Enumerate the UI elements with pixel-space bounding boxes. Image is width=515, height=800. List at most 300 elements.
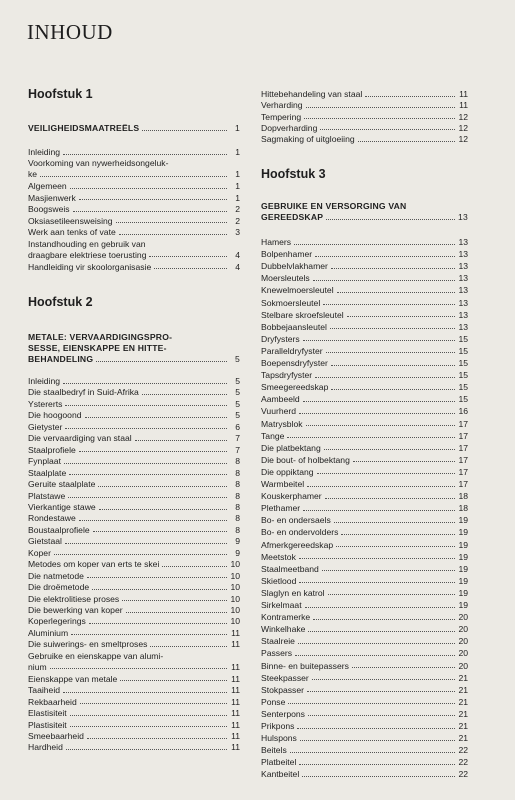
toc-entry: [261, 250, 468, 259]
dot-leader: [150, 645, 227, 647]
page-number: 4: [235, 249, 240, 260]
dot-leader: [116, 221, 227, 223]
toc-entry: [28, 629, 240, 638]
toc-entry: [28, 698, 240, 707]
page-number: 17: [458, 454, 468, 465]
section-heading-text: VEILIGHEIDSMAATREËLS: [28, 123, 140, 133]
page-number: 22: [458, 757, 468, 768]
toc-entry: [28, 640, 240, 649]
page-number: 17: [458, 430, 468, 441]
page-number: 1: [235, 123, 240, 133]
toc-entry-text: Stokpasser: [261, 684, 304, 695]
toc-entry-text: Inleiding: [28, 147, 61, 157]
toc-entry-text: Hardheid: [28, 742, 63, 753]
dot-leader: [142, 129, 227, 131]
page-number: 5: [235, 410, 240, 421]
toc-entry: [261, 135, 468, 144]
toc-entry: [28, 675, 240, 684]
toc-entry: [261, 649, 468, 658]
dot-leader: [149, 255, 227, 257]
page-number: 19: [458, 551, 468, 562]
page-number: 6: [235, 421, 240, 432]
dot-leader: [87, 576, 227, 578]
page-number: 21: [458, 696, 468, 707]
page-number: 20: [458, 612, 468, 623]
toc-entry: [261, 311, 468, 320]
dot-leader: [71, 633, 227, 635]
toc-entry-text: Moersleutels: [261, 273, 310, 284]
page-number: 15: [458, 333, 468, 344]
toc-entry: [261, 299, 468, 308]
toc-entry: [28, 263, 240, 272]
toc-entry-text: Senterpons: [261, 708, 305, 719]
toc-entry-text: Sagmaking of uitgloeiing: [261, 134, 355, 145]
dot-leader: [79, 450, 227, 452]
toc-entry-text: Koper: [28, 547, 51, 558]
dot-leader: [63, 153, 227, 155]
toc-entry: [261, 444, 468, 453]
toc-entry-text: Skietlood: [261, 575, 297, 586]
toc-entry: [28, 480, 240, 489]
dot-leader: [322, 569, 455, 571]
toc-entry-text: Die oppiktang: [261, 466, 314, 477]
toc-entry-text: Bo- en ondervolders: [261, 527, 339, 538]
dot-leader: [330, 327, 455, 329]
toc-entry: [261, 335, 468, 344]
dot-leader: [154, 267, 227, 269]
page-number: 21: [458, 721, 468, 731]
page-number: 18: [458, 491, 468, 502]
page-number: 8: [235, 501, 240, 512]
page-number: 15: [458, 370, 468, 381]
toc-entry-text: Dubbelvlakhamer: [261, 261, 328, 272]
toc-entry-text: Die elektrolitiese proses: [28, 593, 120, 604]
dot-leader: [365, 95, 455, 97]
toc-entry: [28, 526, 240, 535]
page-number: 21: [458, 733, 468, 744]
page-number: 17: [458, 479, 468, 489]
dot-leader: [306, 424, 455, 426]
toc-entry-text: Aluminium: [28, 627, 69, 638]
toc-entry-text: Die suiwerings- en smeltproses: [28, 639, 148, 650]
toc-entry: [28, 617, 240, 626]
toc-entry-text: Hulspons: [261, 733, 297, 744]
toc-entry-text: Handleiding vir skoolorganisasie: [28, 261, 152, 272]
toc-entry: [261, 553, 468, 562]
toc-entry-text: Gietyster: [28, 421, 63, 432]
dot-leader: [162, 565, 227, 567]
toc-entry: [28, 217, 240, 226]
toc-entry: [261, 359, 468, 368]
toc-entry-text: Die droëmetode: [28, 582, 90, 593]
toc-entry: [261, 613, 468, 622]
toc-entry: [261, 528, 468, 537]
toc-entry: [28, 446, 240, 455]
toc-entry: [261, 286, 468, 295]
toc-entry: [28, 721, 240, 730]
dot-leader: [65, 542, 227, 544]
dot-leader: [120, 679, 227, 681]
dot-leader: [307, 485, 455, 487]
page-number: 19: [458, 563, 468, 574]
toc-entry: [261, 395, 468, 404]
toc-entry-text: Die bout- of holbektang: [261, 454, 350, 465]
toc-entry: [261, 770, 468, 779]
dot-leader: [287, 436, 455, 438]
toc-entry-text: Masjienwerk: [28, 192, 76, 203]
toc-entry-text: Paralleldryfyster: [261, 345, 323, 356]
dot-leader: [307, 690, 455, 692]
toc-entry: [261, 468, 468, 477]
toc-entry: [261, 577, 468, 586]
toc-entry-text: Elastisiteit: [28, 708, 67, 719]
toc-entry: [261, 734, 468, 743]
toc-entry: [28, 652, 240, 672]
dot-leader: [325, 497, 455, 499]
dot-leader: [317, 472, 455, 474]
toc-entry-text: Eienskappe van metale: [28, 673, 118, 684]
toc-entry: [261, 347, 468, 356]
section-heading-line: GEBRUIKE EN VERSORGING VAN: [261, 202, 407, 211]
toc-entry-text: Knewelmoersleutel: [261, 285, 334, 296]
toc-entry: [28, 377, 240, 386]
toc-entry-text: Staalreie: [261, 636, 295, 647]
toc-entry-line: [28, 170, 240, 179]
section-heading-last-line: [261, 213, 468, 222]
toc-entry: [261, 432, 468, 441]
page-number: 11: [231, 708, 240, 719]
toc-entry-text: Platbeitel: [261, 757, 297, 768]
dot-leader: [87, 737, 227, 739]
toc-entry-text: Voorkoming van nywerheidsongeluk-: [28, 158, 169, 169]
dot-leader: [80, 702, 227, 704]
dot-leader: [119, 233, 227, 235]
toc-entry: [261, 420, 468, 429]
dot-leader: [40, 175, 227, 177]
page-number: 15: [458, 358, 468, 368]
toc-entry-text: Kouskerphamer: [261, 491, 322, 502]
toc-entry-text: Gebruike en eienskappe van alumi-: [28, 650, 164, 661]
toc-entry-text: Smeegereedskap: [261, 382, 329, 393]
page-number: 10: [230, 559, 240, 570]
dot-leader: [299, 412, 455, 414]
dot-leader: [303, 509, 455, 511]
toc-entry: [261, 601, 468, 610]
toc-entry-text: Tapsdryfyster: [261, 370, 313, 381]
toc-entry-text: Steekpasser: [261, 672, 309, 683]
dot-leader: [89, 622, 227, 624]
toc-entry: [28, 159, 240, 179]
toc-entry-text: Prikpons: [261, 721, 295, 731]
toc-entry-text: Dryfysters: [261, 333, 300, 344]
page-number: 20: [458, 636, 468, 647]
toc-entry: [261, 686, 468, 695]
page-number: 2: [235, 204, 240, 215]
toc-entry: [261, 101, 468, 110]
toc-entry-text: Ystererts: [28, 398, 63, 409]
toc-entry-text: Hamers: [261, 237, 292, 247]
toc-entry-text: Matrysblok: [261, 418, 303, 429]
toc-entry-text: Tange: [261, 430, 285, 441]
toc-entry: [28, 423, 240, 432]
page-number: 13: [458, 297, 468, 308]
section-heading-text: BEHANDELING: [28, 354, 94, 364]
page-number: 5: [235, 354, 240, 364]
toc-entry-text: Slaglyn en katrol: [261, 587, 325, 598]
toc-entry-text: Rekbaarheid: [28, 696, 77, 707]
toc-entry: [261, 113, 468, 122]
section-heading: [28, 124, 240, 133]
dot-leader: [99, 508, 227, 510]
page-number: 7: [235, 444, 240, 455]
toc-entry: [261, 722, 468, 731]
toc-entry: [261, 383, 468, 392]
page-number: 8: [235, 479, 240, 490]
dot-leader: [313, 279, 455, 281]
toc-entry: [261, 262, 468, 271]
page-number: 20: [458, 624, 468, 635]
dot-leader: [308, 630, 455, 632]
dot-leader: [303, 400, 455, 402]
page-number: 8: [235, 513, 240, 524]
page-number: 1: [235, 169, 240, 180]
dot-leader: [334, 521, 455, 523]
page-number: 20: [458, 660, 468, 671]
dot-leader: [295, 654, 455, 656]
toc-entry-text: Staalplate: [28, 467, 67, 478]
toc-entry-line: [28, 663, 240, 672]
toc-entry: [261, 698, 468, 707]
page-number: 17: [458, 466, 468, 477]
toc-entry-text: Passers: [261, 648, 293, 659]
toc-entry-text: ke: [28, 169, 38, 180]
toc-entry-text: Inleiding: [28, 376, 61, 386]
page-number: 10: [230, 582, 240, 593]
page-number: 5: [235, 398, 240, 409]
chapter-heading: Hoofstuk 2: [28, 295, 93, 309]
page-number: 17: [458, 418, 468, 429]
page-number: 11: [231, 742, 240, 753]
toc-entry: [28, 434, 240, 443]
page-number: 7: [235, 433, 240, 444]
dot-leader: [63, 382, 227, 384]
toc-entry: [28, 148, 240, 157]
toc-entry-text: Aambeeld: [261, 394, 300, 405]
toc-entry-text: Hittebehandeling van staal: [261, 89, 363, 99]
page-number: 13: [458, 212, 468, 222]
dot-leader: [93, 530, 227, 532]
toc-entry-text: Staalprofiele: [28, 444, 76, 455]
page-number: 12: [458, 111, 468, 122]
toc-entry-text: Taaiheid: [28, 685, 61, 696]
dot-leader: [315, 376, 455, 378]
page-number: 19: [458, 515, 468, 526]
dot-leader: [341, 533, 455, 535]
toc-entry: [261, 516, 468, 525]
page-number: 10: [230, 616, 240, 627]
dot-leader: [290, 751, 455, 753]
toc-entry-text: Boogsweis: [28, 204, 70, 215]
page-number: 1: [235, 181, 240, 192]
page-number: 18: [458, 503, 468, 514]
dot-leader: [299, 763, 455, 765]
toc-entry-text: Vuurherd: [261, 406, 297, 417]
dot-leader: [328, 593, 455, 595]
toc-entry-text: Plastisiteit: [28, 719, 67, 730]
dot-leader: [300, 739, 455, 741]
toc-entry-text: Bo- en ondersaels: [261, 515, 331, 526]
dot-leader: [326, 351, 455, 353]
toc-entry: [28, 240, 240, 260]
page-number: 13: [458, 261, 468, 272]
toc-entry: [261, 371, 468, 380]
toc-entry-text: Plethamer: [261, 503, 301, 514]
dot-leader: [96, 360, 227, 362]
toc-entry: [28, 194, 240, 203]
page-number: 9: [235, 536, 240, 547]
dot-leader: [299, 557, 455, 559]
toc-entry: [28, 583, 240, 592]
toc-entry-text: Die vervaardiging van staal: [28, 433, 132, 444]
dot-leader: [79, 519, 227, 521]
page-number: 16: [458, 406, 468, 417]
toc-entry-text: Stelbare skroefsleutel: [261, 309, 344, 320]
toc-entry-text: Die staalbedryf in Suid-Afrika: [28, 387, 139, 398]
dot-leader: [297, 727, 455, 729]
toc-entry: [261, 456, 468, 465]
toc-entry: [28, 514, 240, 523]
section-heading: [28, 333, 240, 364]
dot-leader: [288, 702, 455, 704]
dot-leader: [315, 255, 455, 257]
page-number: 15: [458, 382, 468, 393]
toc-entry-text: Binne- en buitepassers: [261, 660, 349, 671]
dot-leader: [331, 267, 455, 269]
toc-entry: [28, 686, 240, 695]
toc-entry-text: Kontramerke: [261, 612, 311, 623]
toc-entry: [261, 238, 468, 247]
toc-entry-text: Die hoogoond: [28, 410, 82, 421]
page-number: 12: [458, 134, 468, 145]
toc-entry: [28, 572, 240, 581]
dot-leader: [73, 210, 227, 212]
page-number: 1: [235, 192, 240, 203]
dot-leader: [70, 725, 227, 727]
dot-leader: [337, 291, 455, 293]
toc-entry: [28, 205, 240, 214]
toc-entry-text: Die natmetode: [28, 570, 84, 581]
toc-entry: [261, 637, 468, 646]
toc-entry-text: Fynplaat: [28, 456, 61, 467]
page-number: 2: [235, 215, 240, 226]
dot-leader: [298, 642, 455, 644]
toc-entry-text: Die bewerking van koper: [28, 605, 123, 615]
toc-entry-text: Afmerkgereedskap: [261, 539, 334, 550]
page-number: 11: [231, 639, 240, 650]
dot-leader: [347, 315, 455, 317]
toc-entry-text: Werk aan tenks of vate: [28, 227, 116, 238]
dot-leader: [312, 678, 455, 680]
chapter-heading: Hoofstuk 1: [28, 87, 93, 101]
toc-entry-text: Sokmoersleutel: [261, 297, 321, 308]
section-heading-last-line: [28, 124, 240, 133]
dot-leader: [135, 439, 227, 441]
toc-entry: [28, 732, 240, 741]
page-number: 9: [235, 547, 240, 558]
toc-entry: [261, 274, 468, 283]
dot-leader: [313, 618, 455, 620]
page-number: 21: [458, 708, 468, 719]
dot-leader: [323, 303, 455, 305]
toc-entry-text: Meetstok: [261, 551, 296, 562]
page-number: 1: [235, 147, 240, 157]
page-number: 22: [458, 769, 468, 780]
toc-entry: [261, 541, 468, 550]
page-number: 19: [458, 539, 468, 550]
toc-entry-text: Beitels: [261, 745, 287, 756]
dot-leader: [305, 606, 455, 608]
toc-entry: [261, 625, 468, 634]
page-number: 13: [458, 309, 468, 320]
page-number: 11: [231, 730, 240, 741]
page-number: 10: [230, 593, 240, 604]
dot-leader: [352, 666, 455, 668]
toc-entry-text: Oksiasetileensweising: [28, 215, 113, 226]
page-number: 19: [458, 587, 468, 598]
page-number: 11: [231, 627, 240, 638]
page-number: 15: [458, 394, 468, 405]
toc-entry: [261, 480, 468, 489]
toc-entry-text: Instandhouding en gebruik van: [28, 238, 146, 249]
dot-leader: [326, 218, 455, 220]
dot-leader: [79, 198, 227, 200]
page-number: 13: [458, 285, 468, 296]
toc-entry: [261, 492, 468, 501]
toc-entry-text: Verharding: [261, 100, 303, 111]
page-number: 13: [458, 321, 468, 332]
dot-leader: [126, 611, 227, 613]
toc-entry-text: Tempering: [261, 111, 302, 122]
page-number: 8: [235, 524, 240, 535]
toc-entry: [261, 662, 468, 671]
page-title: INHOUD: [27, 20, 113, 44]
dot-leader: [70, 187, 227, 189]
toc-entry-text: Bobbejaansleutel: [261, 321, 327, 332]
dot-leader: [320, 128, 455, 130]
toc-entry: [28, 549, 240, 558]
toc-entry: [28, 606, 240, 615]
page-number: 11: [231, 696, 240, 707]
toc-entry-text: Boustaalprofiele: [28, 524, 90, 535]
toc-entry-text: Dopverharding: [261, 122, 318, 133]
toc-entry: [261, 674, 468, 683]
page-number: 15: [458, 345, 468, 356]
dot-leader: [299, 581, 455, 583]
page-number: 11: [459, 89, 468, 99]
dot-leader: [122, 599, 227, 601]
toc-entry-line: [28, 251, 240, 260]
toc-entry: [28, 228, 240, 237]
toc-entry-text: Ponse: [261, 696, 286, 707]
toc-entry-text: nium: [28, 661, 47, 672]
toc-entry: [28, 411, 240, 420]
page-number: 12: [458, 122, 468, 133]
page-number: 17: [458, 442, 468, 453]
section-heading-text: GEREEDSKAP: [261, 212, 324, 222]
page-number: 19: [458, 527, 468, 538]
toc-entry-text: Kantbeitel: [261, 769, 300, 780]
toc-entry: [261, 407, 468, 416]
